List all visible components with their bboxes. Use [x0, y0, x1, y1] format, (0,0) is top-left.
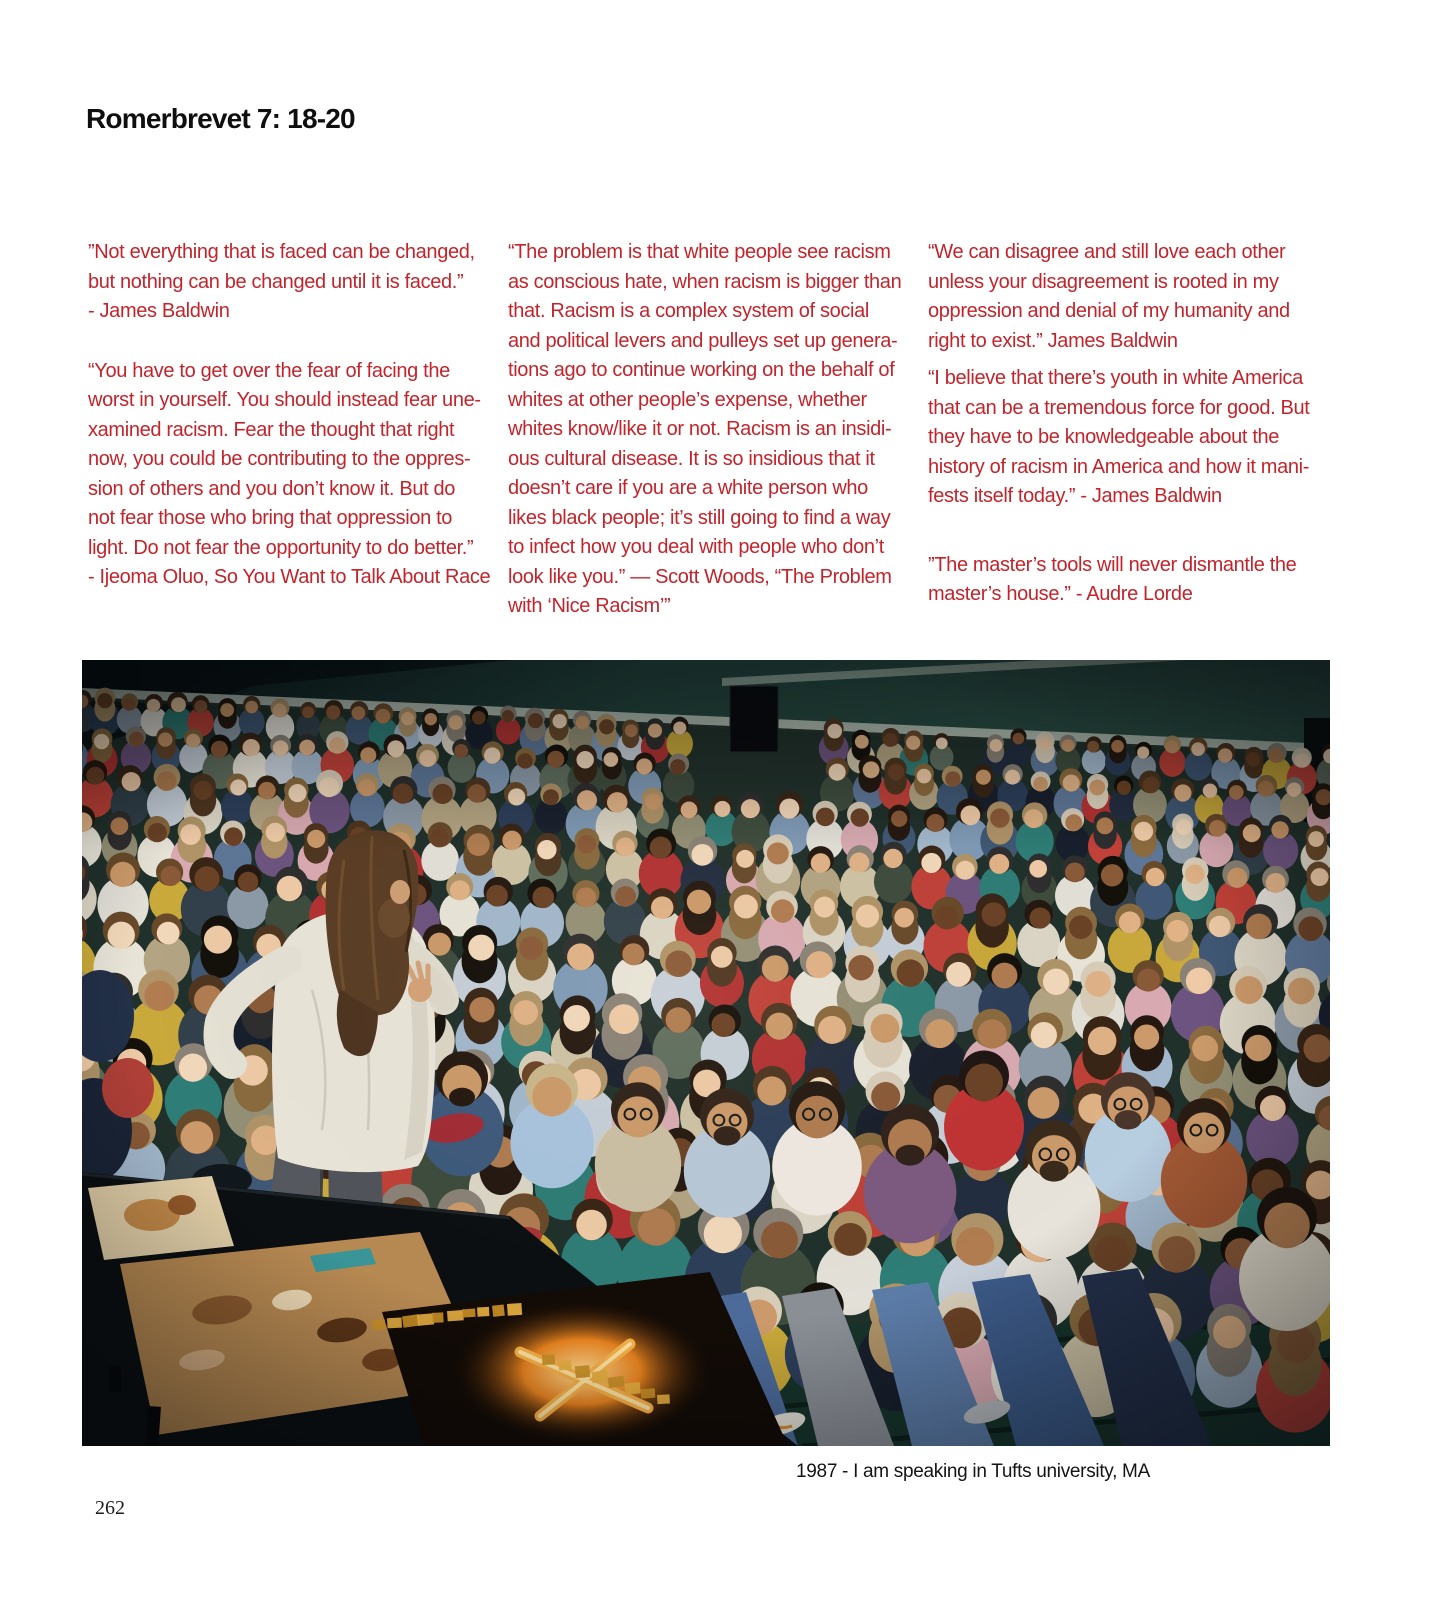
quote-line: light. Do not fear the opportunity to do better.”	[88, 536, 474, 559]
quote-line: sion of others and you don’t know it. But do	[88, 477, 456, 500]
quote-line: doesn’t care if you are a white person who	[508, 477, 868, 499]
quote-line: now, you could be contributing to the oppres-	[88, 448, 471, 470]
quote-line: fests itself today.” - James Baldwin	[928, 485, 1222, 507]
quote-line: master’s house.” - Audre Lorde	[928, 583, 1193, 605]
quote-line: “The problem is that white people see racism	[508, 241, 891, 263]
quote-line: with ‘Nice Racism’”	[508, 595, 671, 617]
quote-paragraph	[928, 238, 1340, 356]
quote-column-1	[88, 238, 500, 593]
quote-line: to infect how you deal with people who don’t	[508, 536, 884, 558]
quote-line: that can be a tremendous force for good. But	[928, 396, 1310, 419]
quote-line: - Ijeoma Oluo, So You Want to Talk About Race	[88, 566, 491, 588]
quote-column-2	[508, 238, 920, 622]
lecture-hall-photo	[82, 660, 1330, 1446]
quote-line: - James Baldwin	[88, 300, 230, 322]
quote-paragraph	[928, 551, 1340, 610]
quote-line: ous cultural disease. It is so insidious that it	[508, 447, 875, 470]
quote-line: history of racism in America and how it mani-	[928, 455, 1310, 478]
quote-line: tions ago to continue working on the behalf of	[508, 359, 895, 381]
quote-line: look like you.” — Scott Woods, “The Problem	[508, 565, 892, 588]
quote-line: whites at other people’s expense, whether	[508, 388, 867, 411]
quote-paragraph	[88, 357, 500, 593]
photo-caption: 1987 - I am speaking in Tufts university, MA	[796, 1461, 1150, 1482]
page-number: 262	[95, 1497, 125, 1519]
quote-line: not fear those who bring that oppression to	[88, 507, 453, 529]
quote-line: xamined racism. Fear the thought that right	[88, 418, 455, 441]
quote-line: they have to be knowledgeable about the	[928, 426, 1280, 448]
quote-line: right to exist.” James Baldwin	[928, 329, 1178, 352]
quote-line: unless your disagreement is rooted in my	[928, 270, 1279, 293]
quote-line: and political levers and pulleys set up genera-	[508, 329, 898, 352]
quote-line: but nothing can be changed until it is faced.”	[88, 270, 464, 293]
lecture-hall-illustration	[82, 660, 1330, 1446]
quote-line: oppression and denial of my humanity and	[928, 300, 1290, 322]
quote-line: “We can disagree and still love each other	[928, 241, 1286, 263]
quote-line: likes black people; it’s still going to find a way	[508, 506, 891, 529]
quote-line: ”The master’s tools will never dismantle the	[928, 553, 1297, 576]
quote-line: “I believe that there’s youth in white America	[928, 367, 1303, 389]
quote-paragraph	[508, 238, 920, 622]
quote-line: that. Racism is a complex system of social	[508, 300, 869, 322]
quote-line: as conscious hate, when racism is bigger than	[508, 270, 902, 293]
quote-paragraph	[88, 238, 500, 327]
quote-paragraph	[928, 364, 1340, 512]
page-title: Romerbrevet 7: 18-20	[86, 103, 355, 134]
quote-line: “You have to get over the fear of facing the	[88, 359, 450, 382]
quote-line: whites know/like it or not. Racism is an insidi-	[508, 418, 892, 440]
quote-line: ”Not everything that is faced can be changed,	[88, 241, 475, 263]
quote-line: worst in yourself. You should instead fear une-	[88, 389, 481, 411]
quote-column-3	[928, 238, 1340, 610]
